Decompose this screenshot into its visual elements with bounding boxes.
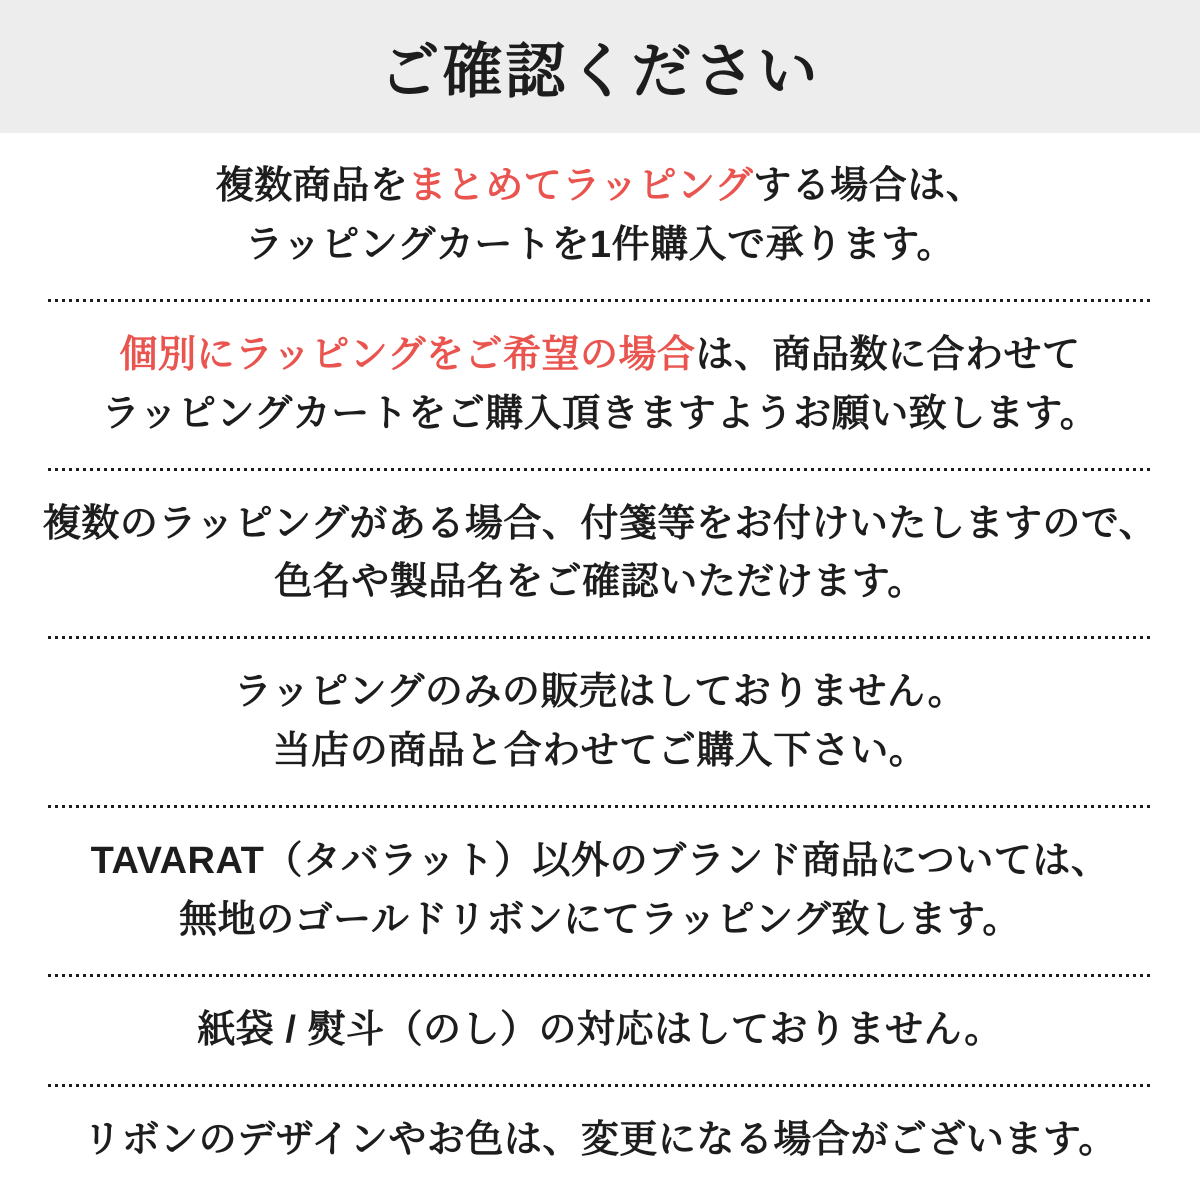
notice-text: ラッピングカートを1件購入で承ります。 — [244, 223, 956, 266]
notice-line — [30, 832, 1170, 891]
notice-line — [30, 157, 1170, 216]
notice-section-no-paper-bag-noshi — [0, 977, 1200, 1084]
notice-text: TAVARAT（タバラット）以外のブランド商品については、 — [90, 840, 1110, 883]
notice-text: 複数商品を — [215, 165, 409, 207]
notice-text: ラッピングのみの販売はしておりません。 — [233, 671, 967, 714]
notice-text: 無地のゴールドリボンにてラッピング致します。 — [179, 899, 1021, 942]
notice-line — [30, 553, 1170, 612]
notice-text-accent: まとめてラッピング — [408, 165, 754, 207]
notice-line — [30, 326, 1170, 385]
notice-section-no-wrapping-only-sale — [0, 639, 1200, 805]
notice-line — [30, 1001, 1170, 1060]
notice-line — [30, 722, 1170, 781]
notice-section-individual-wrapping — [0, 302, 1200, 468]
notice-text: は、商品数に合わせて — [695, 333, 1081, 376]
notice-line — [30, 385, 1170, 444]
notice-text: 色名や製品名をご確認いただけます。 — [274, 561, 926, 604]
notice-body — [0, 133, 1200, 1194]
notice-text: 複数のラッピングがある場合、付箋等をお付けいたしますので、 — [42, 502, 1158, 545]
notice-text: する場合は、 — [753, 165, 985, 207]
notice-section-multiple-wrapping-notes — [0, 471, 1200, 637]
notice-section-ribbon-design-change — [0, 1087, 1200, 1194]
notice-line — [30, 663, 1170, 722]
notice-section-bulk-wrapping — [0, 133, 1200, 299]
page-title: ご確認ください — [379, 37, 821, 105]
notice-text: ラッピングカートをご購入頂きますようお願い致します。 — [101, 392, 1099, 435]
notice-line — [30, 891, 1170, 950]
notice-line — [30, 495, 1170, 554]
notice-text-accent: 個別にラッピングをご希望の場合 — [119, 333, 696, 376]
notice-header — [0, 0, 1200, 133]
notice-line — [30, 1111, 1170, 1170]
notice-text: 当店の商品と合わせてご購入下さい。 — [272, 730, 928, 773]
notice-text: リボンのデザインやお色は、変更になる場合がございます。 — [83, 1118, 1117, 1161]
notice-text: 紙袋 / 熨斗（のし）の対応はしておりません。 — [197, 1008, 1003, 1051]
notice-line — [30, 216, 1170, 275]
notice-section-other-brand-wrapping — [0, 808, 1200, 974]
